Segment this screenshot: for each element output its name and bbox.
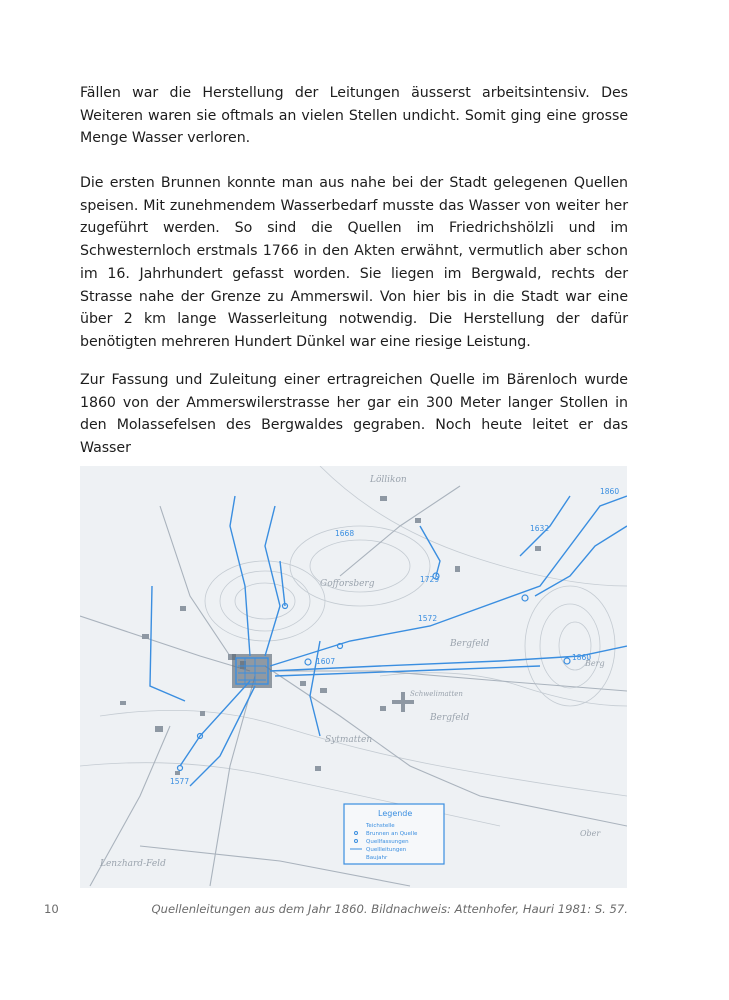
year-label-1860-north: 1860 [600,487,620,496]
body-paragraph-1: Fällen war die Herstellung der Leitungen äusserst arbeitsintensiv. Des Weiteren waren sie oftmals an vielen Stellen undicht. Somit ging eine grosse Menge Wasser verloren. [80,85,628,147]
year-label-1860-east: 1860 [572,653,592,662]
town-cluster [232,654,272,688]
map-label-bergfeld-south: Bergfeld [430,713,470,723]
legend-item-3: Quellfassungen [366,839,409,845]
legend-item-5: Baujahr [366,855,388,861]
map-label-bergfeld-north: Bergfeld [450,639,490,649]
map-drawing [80,466,627,888]
buildings [120,496,541,775]
map-label-lenzhard-feld: Lenzhard-Feld [100,859,166,869]
page-number: 10 [44,902,59,916]
year-label-1607: 1607 [316,657,336,666]
historic-water-map [80,466,627,888]
year-label-1632: 1632 [530,524,550,533]
legend-item-2: Brunnen an Quelle [366,831,418,837]
map-label-lollikon: Löllikon [370,475,407,485]
map-label-berg: Berg [585,659,605,668]
legend-title: Legende [378,809,413,818]
terrain-contours [80,466,627,826]
map-label-schwelimatten: Schwelimatten [410,690,463,698]
body-paragraph-2: Die ersten Brunnen konnte man aus nahe bei der Stadt gelegenen Quellen speisen. Mit zunehmendem Wasserbedarf musste das Wasser von weiter her zugeführt werden. So sind die Quellen im Friedrichshölzli und im Schwesternloch erstmals 1766 in den Akten erwähnt, vermutlich aber schon im 16. Jahrhundert gefasst worden. Sie liegen im Bergwald, rechts der Strasse nahe der Grenze zu Ammerswil. Von hier bis in die Stadt war eine über 2 km lange Wasserleitung notwendig. Die Herstellung der dafür benötigten mehreren Hundert Dünkel war eine riesige Leistung. [80,175,628,350]
map-legend [344,804,444,864]
legend-item-4: Quellleitungen [366,847,407,853]
year-label-1577: 1577 [170,777,190,786]
legend-item-1: Teichstelle [366,823,395,829]
year-label-1572: 1572 [418,614,438,623]
year-label-1729: 1729 [420,575,440,584]
map-label-gofforsberg: Gofforsberg [320,579,375,589]
map-label-ober: Ober [580,829,601,838]
body-paragraph-3: Zur Fassung und Zuleitung einer ertragreichen Quelle im Bärenloch wurde 1860 von der Ammerswilerstrasse her gar ein 300 Meter langer Stollen in den Molassefelsen des Bergwaldes gegraben. Noch heute leitet er das Wasser [80,372,628,457]
map-label-sytmatten: Sytmatten [325,735,373,745]
figure-caption: Quellenleitungen aus dem Jahr 1860. Bildnachweis: Attenhofer, Hauri 1981: S. 57. [151,902,628,916]
year-label-1668: 1668 [335,529,355,538]
water-pipelines [150,496,627,786]
